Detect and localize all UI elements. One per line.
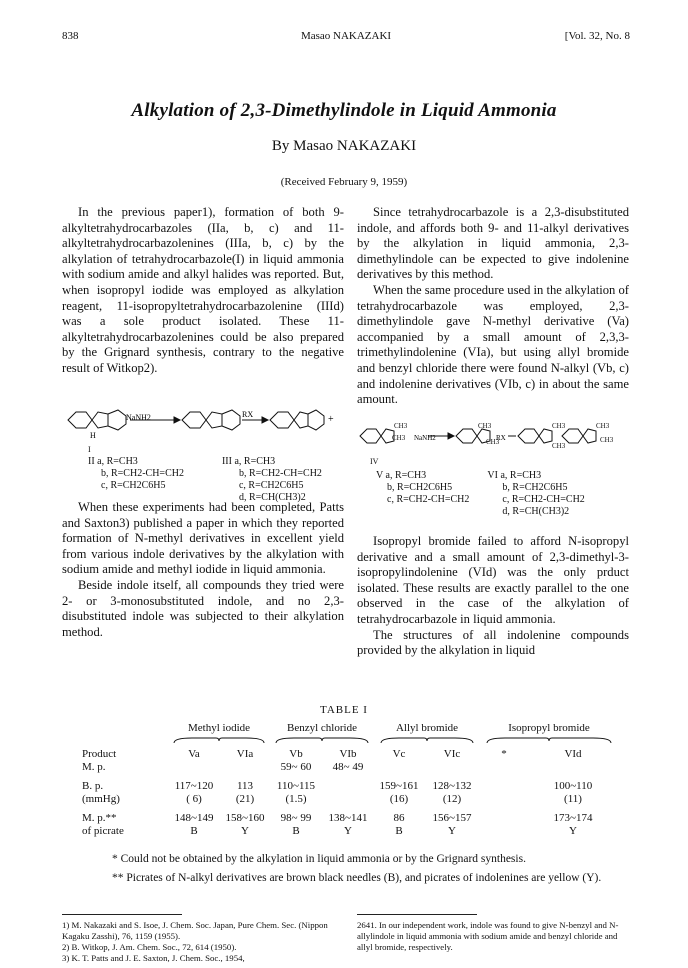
scheme-1-legend [88, 456, 322, 504]
footnote: 2) B. Witkop, J. Am. Chem. Soc., 72, 614 (1950). [62, 942, 237, 952]
scheme-label: VI a, R=CH3 [487, 470, 542, 481]
label-CH3: CH3 [486, 438, 500, 446]
footnotes-left [62, 920, 344, 964]
series-II-list [88, 456, 184, 504]
table-cell: 148~149 [174, 812, 214, 824]
row-label: B. p. [82, 780, 104, 792]
paragraph: In the previous paper1), formation of both 9-alkyltetrahydrocarbazoles (IIa, b, c) and 11-alkyltetrahydrocarbazolenines (IIIa, b, c) by the alkylation of tetrahydrocarbazole(I) in liquid ammonia with sodium amide and alkyl halides was reported. But, when isopropyl iodide was employed as alkylation reagent, 11-isopropyltetrahydrocarbazolenine (IIId) was a sole product isolated. These 11-alkyltetrahydrocarbazolenines could be also prepared by the Grignard synthesis, contrary to the negative result of Witkop2). [62, 205, 344, 375]
label-CH3: CH3 [478, 422, 492, 430]
label-CH3: CH3 [552, 422, 566, 430]
paragraph: Beside indole itself, all compounds they tried were 2- or 3-monosubstituted indole, and no 2,3-disubstituted indole was subjected to their alkylation method. [62, 577, 344, 639]
table-cell: Y [241, 825, 249, 837]
volume-info: [Vol. 32, No. 8 [564, 30, 630, 42]
paragraph: Isopropyl bromide failed to afford N-isopropyl derivative and a small amount of 2,3-dimethyl-3-isopropylindolenine (VId) was the only prduct isolated. These results are exactly parallel to the one observed in the case of the alkylation of tetrahydrocarbazole in liquid ammonia. [357, 534, 629, 626]
label-IV: IV [370, 457, 379, 466]
table-cell: (21) [235, 793, 255, 805]
column-1-top [62, 205, 344, 377]
table-row [82, 793, 618, 806]
footnote: 3) K. T. Patts and J. E. Saxton, J. Chem. Soc., 1954, [62, 953, 245, 963]
table-cell: VIb [339, 748, 357, 760]
table-cell: * [501, 748, 507, 760]
table-cell [322, 780, 374, 793]
table-cell [480, 761, 528, 774]
table-row [82, 780, 618, 793]
paragraph: When these experiments had been completed, Patts and Saxton3) published a paper in which they reported formation of N-methyl derivatives in excellent yield from various indole derivatives by the alkylation with sodium amide and methyl iodide in liquid ammonia. [62, 500, 344, 577]
table-cell [480, 780, 528, 793]
scheme2-reagent-2: RX [496, 434, 506, 442]
table-cell: ( 6) [186, 793, 202, 805]
table-row [82, 812, 618, 825]
scheme-label: b, R=CH2C6H5 [502, 482, 568, 493]
table-cell: 117~120 [174, 780, 214, 792]
brace-icon [485, 737, 613, 744]
column-2-bottom [357, 534, 629, 659]
scheme-2-legend [376, 470, 585, 518]
label-CH3: CH3 [596, 422, 610, 430]
series-VI-list [487, 470, 584, 518]
label-CH3: CH3 [600, 436, 614, 444]
table-cell: B [395, 825, 403, 837]
table-cell: 48~ 49 [332, 761, 364, 773]
reaction-scheme-2-structures [356, 418, 632, 454]
table-cell [480, 825, 528, 838]
scheme1-reagent-2: RX [242, 410, 254, 419]
table-note: ** Picrates of N-alkyl derivatives are brown black needles (B), and picrates of indolenines are yellow (Y). [112, 872, 602, 884]
row-label: M. p.** [82, 812, 117, 824]
table-cell: 59~ 60 [280, 761, 312, 773]
table-cell [480, 793, 528, 806]
footnote: 1) M. Nakazaki and S. Isoe, J. Chem. Soc. Japan, Pure Chem. Sec. (Nippon Kagaku Zasshi), 76, 1159 (1955). [62, 920, 328, 941]
table-cell [480, 812, 528, 825]
scheme-label: b, R=CH2-CH=CH2 [238, 468, 322, 479]
table-cell: 100~110 [553, 780, 593, 792]
label-I: I [88, 445, 91, 454]
column-2-top [357, 205, 629, 408]
column-group-header: Methyl iodide [187, 722, 251, 734]
paragraph: When the same procedure used in the alkylation of tetrahydrocarbazole was employed, 2,3-dimethylindole gave N-methyl derivative (Va) accompanied by a small amount of 2,3,3-trimethylindolenine (VIa), but using allyl bromide and benzyl chloride there were found N-alkyl (Vb, c) and indolenine derivatives (VIb, c) in about the same amount. [357, 282, 629, 407]
scheme-label: d, R=CH(CH3)2 [238, 492, 306, 503]
scheme-label: c, R=CH2-CH=CH2 [387, 494, 470, 505]
table-cell [220, 761, 270, 774]
table-row [82, 761, 618, 774]
table-cell: VId [564, 748, 582, 760]
table-cell: VIc [443, 748, 461, 760]
table-cell: 86 [393, 812, 405, 824]
table-cell: 98~ 99 [280, 812, 312, 824]
label-CH3: CH3 [552, 442, 566, 450]
brace-icon [274, 737, 370, 744]
column-group-header: Isopropyl bromide [508, 722, 590, 734]
table-cell: B [292, 825, 300, 837]
scheme-label: V a, R=CH3 [376, 470, 427, 481]
column-1-bottom [62, 500, 344, 640]
label-H: H [90, 431, 96, 440]
paragraph: Since tetrahydrocarbazole is a 2,3-disubstituted indole, and affords both 9- and 11-alkyl derivatives by the alkylation in liquid ammonia, 2,3-dimethylindole can be expected to give indolenine derivatives by this method. [357, 205, 629, 282]
scheme-label: II a, R=CH3 [88, 456, 138, 467]
brace-icon [172, 737, 266, 744]
paragraph: The structures of all indolenine compounds provided by the alkylation in liquid [357, 627, 629, 658]
label-CH3: CH3 [392, 434, 406, 442]
table-cell: 173~174 [553, 812, 593, 824]
row-label: Product [82, 748, 117, 760]
article-title: Alkylation of 2,3-Dimethylindole in Liquid Ammonia [131, 100, 557, 121]
data-table [82, 722, 618, 838]
table-cell: Y [344, 825, 352, 837]
table-cell [168, 761, 220, 774]
row-label: (mmHg) [82, 793, 120, 805]
table-group-header [82, 722, 618, 735]
table-cell: Vc [392, 748, 406, 760]
footnote-rule [62, 914, 182, 915]
table-row [82, 825, 618, 838]
table-cell: 138~141 [328, 812, 368, 824]
table-cell [528, 761, 618, 774]
scheme-label: c, R=CH2-CH=CH2 [502, 494, 585, 505]
footnote-rule [357, 914, 477, 915]
label-CH3: CH3 [394, 422, 408, 430]
column-group-header: Allyl bromide [395, 722, 459, 734]
scheme-label: III a, R=CH3 [221, 456, 276, 467]
scheme-label: d, R=CH(CH3)2 [502, 506, 570, 517]
table-cell: 158~160 [225, 812, 265, 824]
row-label: M. p. [82, 761, 106, 773]
received-date: (Received February 9, 1959) [280, 176, 408, 188]
table-cell: Vb [289, 748, 303, 760]
table-cell [424, 761, 480, 774]
table-cell: Y [569, 825, 577, 837]
byline: By Masao NAKAZAKI [271, 138, 417, 154]
brace-icon [379, 737, 475, 744]
table-row [82, 748, 618, 761]
page-number: 838 [62, 30, 79, 42]
table-cell: B [190, 825, 198, 837]
table-cell: VIa [236, 748, 254, 760]
benzene-ring-icon [68, 412, 92, 428]
table-title: TABLE I [320, 704, 368, 716]
scheme2-reagent-1: NaNH2 [414, 434, 436, 442]
table-cell: Va [188, 748, 200, 760]
scheme-label: c, R=CH2C6H5 [101, 480, 166, 491]
table-cell: (11) [564, 793, 582, 805]
table-cell: 110~115 [276, 780, 316, 792]
series-V-list [376, 470, 469, 518]
scheme-label: b, R=CH2C6H5 [387, 482, 453, 493]
header-author: Masao NAKAZAKI [300, 30, 392, 42]
table-cell: 113 [236, 780, 254, 792]
table-cell: 156~157 [432, 812, 472, 824]
table-cell: (1.5) [285, 793, 307, 805]
table-notes [112, 852, 632, 886]
table-cell [322, 793, 374, 806]
column-group-header: Benzyl chloride [287, 722, 357, 734]
scheme-label: c, R=CH2C6H5 [238, 480, 304, 491]
table-cell: 159~161 [379, 780, 419, 792]
table-cell: (16) [389, 793, 409, 805]
scheme1-reagent-1: NaNH2 [126, 413, 151, 422]
plus-sign: + [328, 414, 334, 425]
table-cell: (12) [442, 793, 462, 805]
table-note: * Could not be obtained by the alkylation in liquid ammonia or by the Grignard synthesis. [112, 853, 526, 865]
footnotes-right: 2641. In our independent work, indole was found to give N-benzyl and N-allylindole in liquid ammonia with sodium amide and benzyl chloride and allyl bromide, respectively. [357, 920, 619, 952]
table-cell: Y [448, 825, 456, 837]
scheme-label: b, R=CH2-CH=CH2 [101, 468, 184, 479]
series-III-list [222, 456, 322, 504]
table-cell [374, 761, 424, 774]
reaction-scheme-1-structures [62, 400, 344, 442]
table-cell: 128~132 [432, 780, 472, 792]
row-label: of picrate [82, 825, 124, 837]
